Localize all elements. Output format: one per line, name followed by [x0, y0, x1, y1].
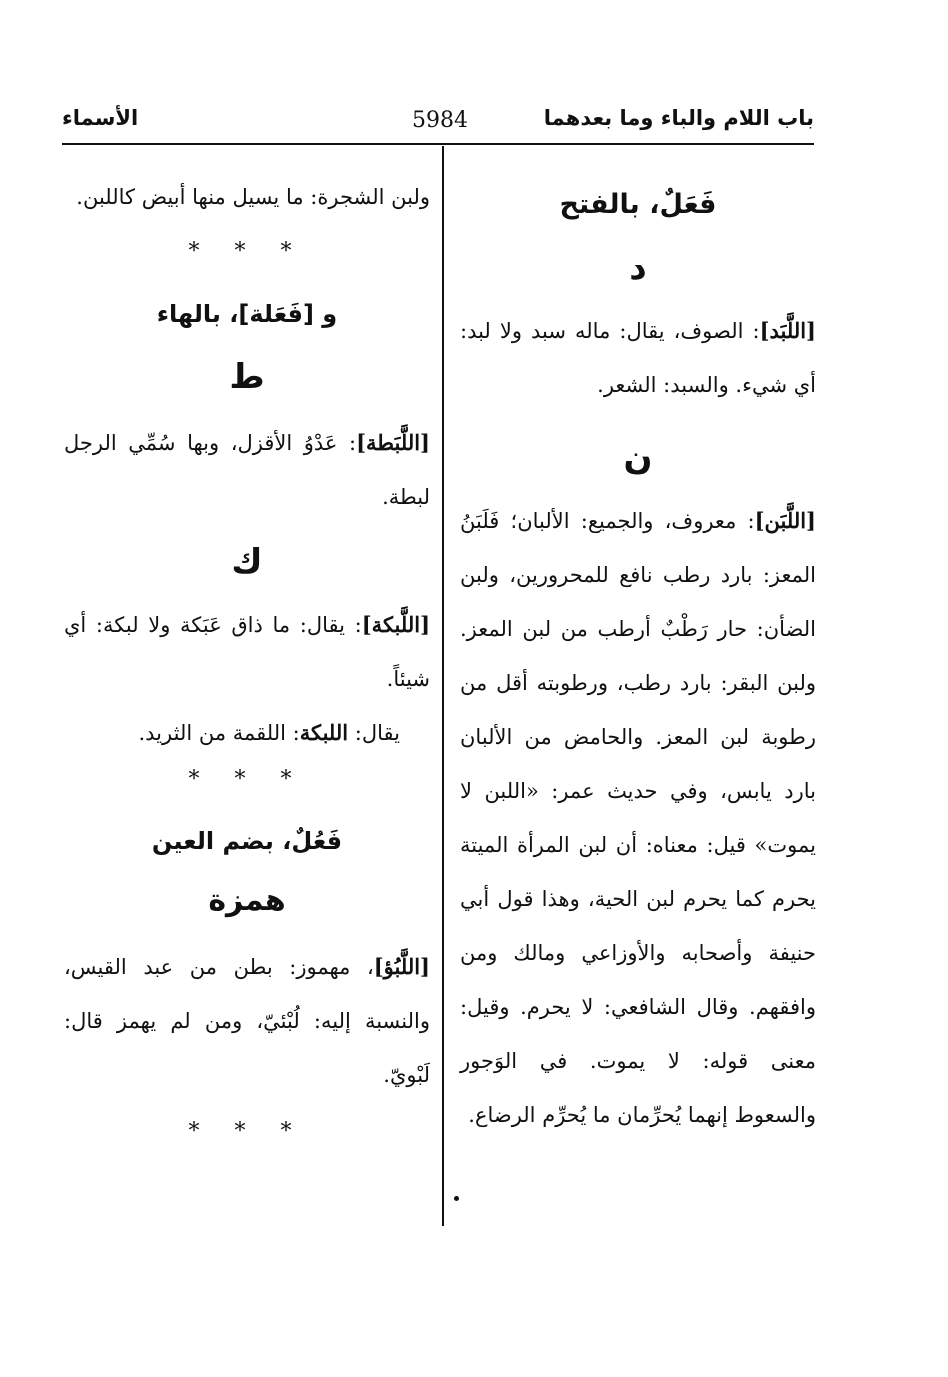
entry-labaka-2-keyword: اللبكة	[299, 720, 349, 745]
column-divider	[442, 146, 444, 1226]
entry-labaka-2	[64, 706, 430, 760]
letter-hamza: همزة	[208, 883, 286, 918]
entry-labaka-2-text: : اللقمة من الثريد.	[138, 721, 300, 745]
entry-laban-keyword: [اللَّبَن]	[754, 508, 816, 533]
entry-labaka-keyword: [اللَّبكة]	[361, 612, 430, 637]
separator-stars-3: * * *	[188, 1119, 306, 1144]
right-column	[460, 176, 816, 1142]
running-header	[62, 106, 814, 142]
entry-laban	[460, 494, 816, 1142]
heading-fatha: فَعَلٌ، بالفتح	[559, 189, 717, 220]
entry-labaka-2-prefix: يقال:	[348, 721, 400, 745]
page-number: 5984	[412, 108, 468, 133]
continuation-text: ولبن الشجرة: ما يسيل منها أبيض كاللبن.	[76, 185, 430, 209]
entry-laban-text: : معروف، والجميع: الألبان؛ فَلَبَنُ المعز: بارد رطب نافع للمحرورين، ولبن الضأن: حار رَطْبٌ أرطب من لبن المعز. ولبن البقر: بارد رطب، ورطوبته أقل من رطوبة لبن المعز. والحامض من الألبان بارد يابس، وفي حديث عمر: «اللبن لا يموت» قيل: معناه: أن لبن المرأة الميتة يحرم كما يحرم لبن الحية، وهذا قول أبي حنيفة وأصحابه والأوزاعي ومالك ومن وافقهم. وقال الشافعي: لا يحرم. وقيل: معنى قوله: لا يموت. في الوَجور والسعوط إنهما يُحرِّمان ما يُحرِّم الرضاع.	[460, 509, 816, 1127]
entry-lubad	[460, 304, 816, 412]
entry-labta	[64, 416, 430, 524]
entry-lubad-text: : الصوف، يقال: ماله سبد ولا لبد: أي شيء. والسبد: الشعر.	[460, 319, 816, 397]
stray-mark	[454, 1196, 459, 1201]
section-title: الأسماء	[62, 106, 139, 130]
entry-labta-keyword: [اللَّبَطة]	[356, 430, 430, 455]
header-rule	[62, 143, 814, 145]
separator-stars-2: * * *	[188, 767, 306, 792]
entry-labaka-text: : يقال: ما ذاق عَبَكة ولا لبكة: أي شيئاً.	[64, 613, 430, 691]
entry-labaka	[64, 598, 430, 706]
letter-dal: د	[629, 248, 647, 288]
entry-lubu-keyword: [اللَّبُؤ]	[373, 954, 430, 979]
chapter-title: باب اللام والباء وما بعدهما	[543, 106, 814, 130]
entry-lubad-keyword: [اللَّبَد]	[759, 318, 816, 343]
letter-kaf: ك	[231, 542, 263, 582]
entry-lubu	[64, 940, 430, 1102]
heading-ha: و [فَعَلة]، بالهاء	[156, 300, 338, 328]
left-column	[64, 176, 430, 1152]
letter-ta: ط	[229, 357, 265, 397]
entry-lubu-text: ، مهموز: بطن من عبد القيس، والنسبة إليه: لُبْئيّ، ومن لم يهمز قال: لَبْويّ.	[64, 955, 430, 1087]
heading-damma: فَعُلٌ، بضم العين	[151, 827, 343, 855]
separator-stars-1: * * *	[188, 239, 306, 264]
entry-labta-text: : عَدْوُ الأقزل، وبها سُمِّي الرجل لبطة.	[64, 431, 430, 509]
letter-nun: ن	[623, 438, 653, 478]
